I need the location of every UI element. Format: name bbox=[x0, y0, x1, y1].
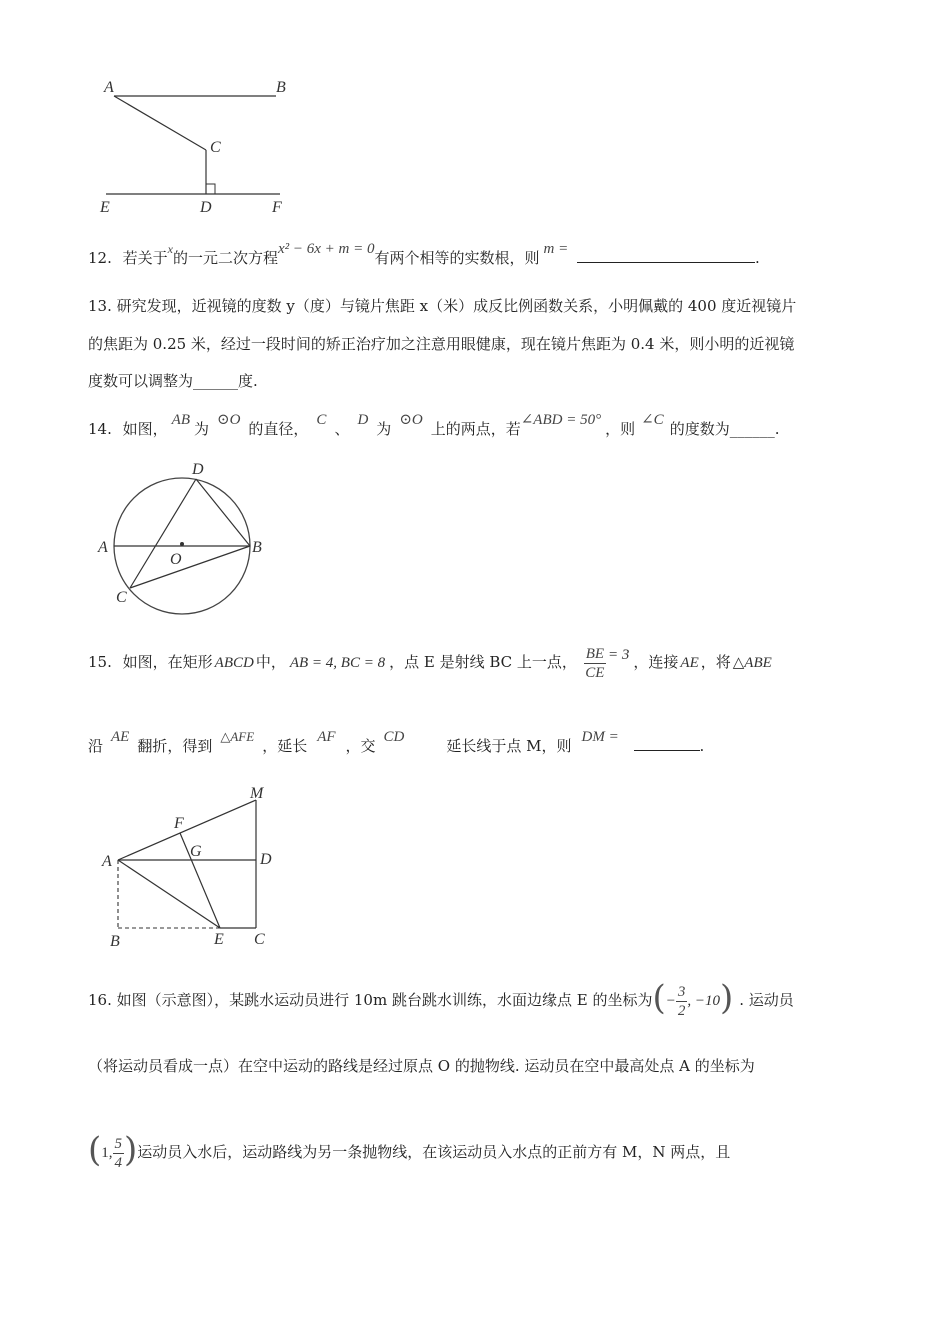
q15-given: AB = 4, BC = 8 bbox=[289, 655, 386, 671]
fig11-label-b: B bbox=[276, 79, 286, 96]
question-16-line-2: （将运动员看成一点）在空中运动的路线是经过原点 O 的抛物线. 运动员在空中最高处点 A 的坐标为 bbox=[88, 1057, 755, 1075]
fig15-label-d: D bbox=[260, 851, 272, 868]
q14-number: 14. bbox=[88, 420, 112, 438]
q12-var-x: x bbox=[167, 242, 173, 256]
q14-circle-o: ⊙O bbox=[217, 412, 241, 428]
q12-ask: m = bbox=[543, 241, 569, 257]
fig11-label-d: D bbox=[200, 199, 212, 216]
figure-q15 bbox=[98, 782, 288, 952]
fig11-label-e: E bbox=[100, 199, 110, 216]
fig15-label-c: C bbox=[254, 931, 265, 948]
question-16-line-3: (1, $\frac{5}{4}$ )运动员入水后，运动路线为另一条抛物线，在该运动员入水点的正前方有 M，N 两点，且 bbox=[88, 1130, 731, 1171]
fig14-label-b: B bbox=[252, 539, 262, 556]
fig11-label-c: C bbox=[210, 139, 221, 156]
q15-ratio-fraction: $\frac{BE}{CE}$ bbox=[585, 645, 605, 681]
question-15-line-1: 15. 如图，在矩形 ABCD 中， AB = 4, BC = 8 ，点 E 是射线 BC 上一点， $\frac{BE}{CE}$ = 3 ，连接 AE ，将 △ABE bbox=[88, 645, 772, 681]
fig14-label-c: C bbox=[116, 589, 127, 606]
fig15-label-g: G bbox=[190, 843, 202, 860]
question-15-line-2: 沿 AE 翻折，得到△AFE，延长 AF ，交 CD 延长线于点 M，则 DM = . bbox=[88, 729, 705, 755]
q12-equation: x² − 6x + m = 0 bbox=[278, 241, 375, 257]
question-14: 14. 如图， AB 为 ⊙O 的直径， C 、 D 为 ⊙O 上的两点，若∠ABD = 50° ，则 ∠C 的度数为______. bbox=[88, 412, 780, 438]
q16-e-x-fraction: $\frac{3}{2}$ bbox=[677, 983, 686, 1019]
question-12: 12. 若关于$^x$的一元二次方程x² − 6x + m = 0有两个相等的实数根，则 m = . bbox=[88, 241, 760, 267]
fig15-label-a: A bbox=[102, 853, 112, 870]
q16-a-y-fraction: $\frac{5}{4}$ bbox=[114, 1135, 123, 1171]
figure-q11 bbox=[98, 72, 298, 217]
question-16-line-1: 16. 如图（示意图），某跳水运动员进行 10m 跳台跳水训练，水面边缘点 E 的坐标为(− $\frac{3}{2}$ , −10) . 运动员 bbox=[88, 978, 794, 1019]
fig15-label-e: E bbox=[214, 931, 224, 948]
fig15-label-b: B bbox=[110, 933, 120, 950]
q14-angle: ∠ABD = 50° bbox=[520, 412, 602, 428]
q15-answer-blank[interactable] bbox=[634, 736, 700, 751]
fig15-label-m: M bbox=[250, 785, 264, 802]
fig14-label-d: D bbox=[192, 461, 204, 478]
q12-answer-blank[interactable] bbox=[577, 248, 755, 263]
fig11-label-a: A bbox=[104, 79, 114, 96]
fig15-label-f: F bbox=[174, 815, 184, 832]
figure-q14 bbox=[92, 458, 282, 618]
question-13-line-3: 度数可以调整为______度. bbox=[88, 372, 258, 390]
question-13-line-2: 的焦距为 0.25 米，经过一段时间的矫正治疗加之注意用眼健康，现在镜片焦距为 0.4 米，则小明的近视镜 bbox=[88, 335, 795, 353]
q15-number: 15. bbox=[88, 653, 112, 671]
fig14-label-a: A bbox=[98, 539, 108, 556]
fig11-label-f: F bbox=[272, 199, 282, 216]
fig14-label-o: O bbox=[170, 551, 182, 568]
question-13-line-1: 13. 研究发现，近视镜的度数 y（度）与镜片焦距 x（米）成反比例函数关系，小明佩戴的 400 度近视镜片 bbox=[88, 297, 797, 315]
q12-number: 12. bbox=[88, 249, 112, 267]
